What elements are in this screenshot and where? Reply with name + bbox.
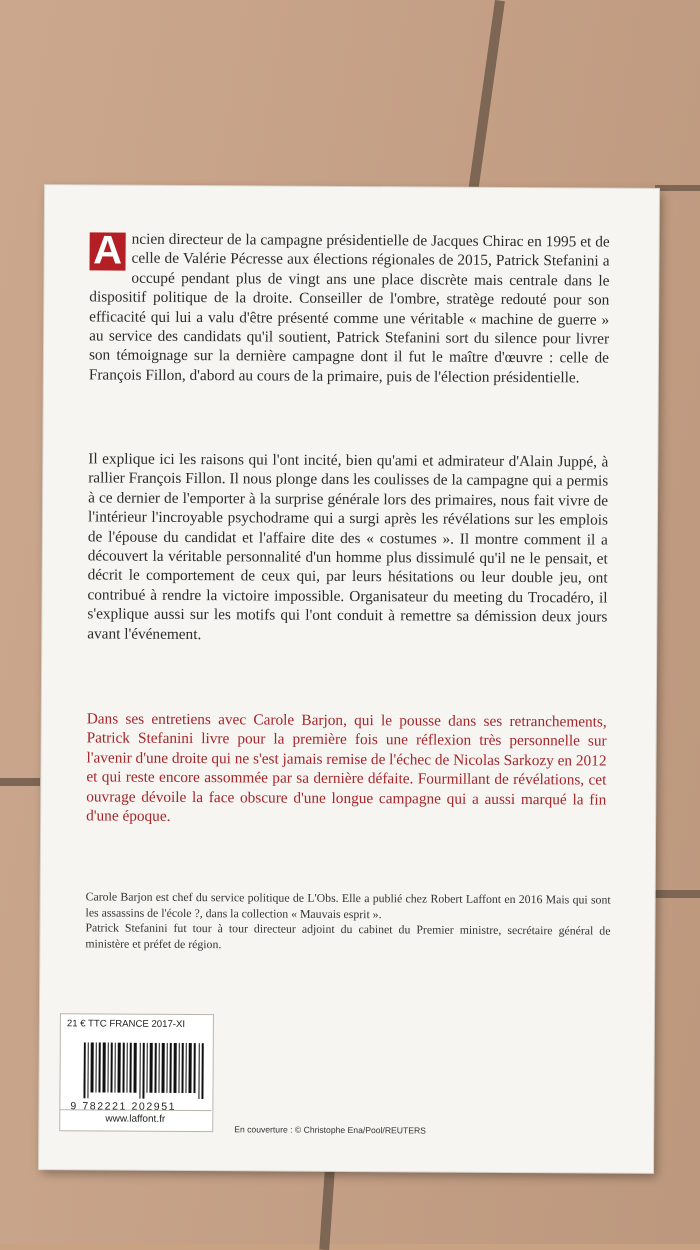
barcode-icon — [83, 1042, 205, 1099]
summary-paragraph-2: Il explique ici les raisons qui l'ont incité, bien qu'ami et admirateur d'Alain Juppé, à rallier François Fillon. Il nous plonge dans les coulisses de la campagne qui a permis à ce dernier de l'emporter à la surprise générale lors des primaires, nous fait vivre de l'intérieur l'incroyable psychodrame qui a surgi après les révélations sur les emplois de l'épouse du candidat et l'affaire dite des « costumes ». Il montre comment il a découvert la véritable personnalité d'un homme plus dissimulé qu'il ne le pensait, et décrit le comportement de ceux qui, par leurs hésitations ou leur double jeu, ont contribué à rendre la victoire impossible. Organisateur du meeting du Trocadéro, il s'explique aussi sur les motifs qui l'ont conduit à remettre sa démission deux jours avant l'événement. — [87, 450, 609, 643]
summary-paragraph-1: A ncien directeur de la campagne présidentielle de Jacques Chirac en 1995 et de celle de Valérie Pécresse aux élections régionales de 2015, Patrick Stefanini a occupé pendant plus de vingt ans une place discrète mais centrale dans le dispositif politique de la droite. Conseiller de l'ombre, stratège redouté pour son efficacité qui lui a valu d'être présenté comme une véritable « machine de guerre » au service des candidats qu'il soutient, Patrick Stefanini sort du silence pour livrer son témoignage sur la dernière campagne dont il fut le maître d'œuvre : celle de François Fillon, d'abord au cours de la primaire, puis de l'élection présidentielle. — [88, 228, 610, 387]
book-back-cover — [39, 185, 659, 1173]
tile-grout — [655, 185, 700, 191]
photo-credit: En couverture : © Christophe Ena/Pool/REUTERS — [234, 1124, 426, 1136]
publisher-site-box — [59, 1109, 211, 1129]
bio-stefanini: Patrick Stefanini fut tour à tour directeur adjoint du cabinet du Premier ministre, secrétaire général de ministère et préfet de région. — [85, 920, 611, 952]
price-label: 21 € TTC FRANCE 2017-XI — [66, 1018, 186, 1031]
isbn-number: 9 782221 202951 — [70, 1100, 177, 1113]
author-bios — [85, 889, 610, 955]
bio-barjon: Carole Barjon est chef du service politique de L'Obs. Elle a publié chez Robert Laffont en 2016 Mais qui sont les assassins de l'école ?, dans la collection « Mauvais esprit ». — [85, 889, 611, 921]
tile-grout — [0, 778, 40, 786]
summary-paragraph-3: Dans ses entretiens avec Carole Barjon, qui le pousse dans ses retranchements, Patrick Stefanini livre pour la première fois une réflexion très personnelle sur l'avenir d'une droite qui ne s'est jamais remise de l'échec de Nicolas Sarkozy en 2012 et qui reste encore assommée par sa dernière défaite. Fourmillant de révélations, cet ouvrage dévoile la face obscure d'une longue campagne qui a aussi marqué la fin d'une époque. — [86, 710, 607, 825]
publisher-website: www.laffont.fr — [105, 1113, 166, 1125]
tile-grout — [655, 890, 700, 898]
dropcap-letter: A — [89, 232, 125, 270]
